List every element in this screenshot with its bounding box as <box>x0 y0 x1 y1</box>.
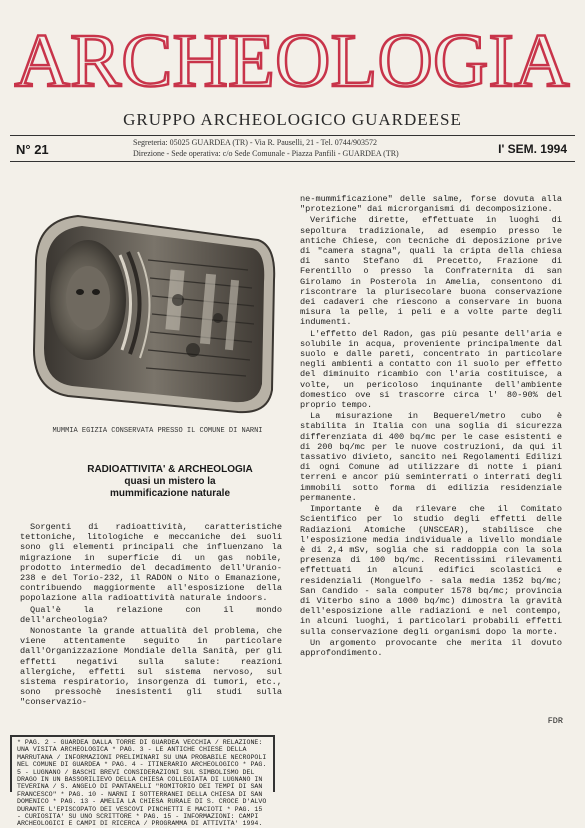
article-column-right <box>300 194 562 658</box>
mummy-illustration <box>28 200 278 422</box>
article-paragraph: Qual'è la relazione con il mondo dell'archeologia? <box>20 604 282 625</box>
article-paragraph: Sorgenti di radioattività, caratteristiche tettoniche, litologiche e meccaniche dei suoli sono gli elementi principali che influenzano la migrazione in superficie di un gas nobile, prodotto intermedio del decadimento dell'Uranio-238 e del Torio-232, il RADON o Nito o Emanazione, contribuendo maggiormente all'esposizione della popolazione alla radioattività naturale indoors. <box>20 522 282 604</box>
masthead-subtitle: GRUPPO ARCHEOLOGICO GUARDEESE <box>123 110 462 129</box>
article-column-left <box>20 522 282 708</box>
contents-index-text: * PAG. 2 - GUARDEA DALLA TORRE DI GUARDEA VECCHIA / RELAZIONE: UNA VISITA ARCHEOLOGICA * PAG. 3 - LE ANTICHE CHIESE DELLA MARRUTANA / INFORMAZIONI PRELIMINARI SU UNA PROBABILE NECROPOLI NEL COMUNE DI GUARDEA * PAG. 4 - ITINERARIO ARCHEOLOGICO * PAG. 5 - LUGNANO / BASCHI BREVI CONSIDERAZIONI SUL SIMBOLISMO DEL DRAGO IN UN BASSORILIEVO DELLA CHIESA COLLEGIATA DI LUGNANO IN TEVERINA / S. ANGELO DI PANTANELLI "ROMITORIO DEI TEMPI DI SAN FRANCESCO" * PAG. 10 - NARNI I SOTTERRANEI DELLA CHIESA DI SAN DOMENICO * PAG. 13 - AMELIA LA CHIESA RURALE DI S. CROCE D'ALVO DURANTE L'EPISCOPATO DEI VESCOVI PINCHETTI E MACIOTI * PAG. 15 - CURIOSITA' SU UNO SCRITTORE * PAG. 15 - INFORMAZIONI: CAMPI ARCHEOLOGICI E CAMPI DI RICERCA / PROGRAMMA DI ATTIVITA' 1994. <box>17 739 267 828</box>
contact-info <box>133 137 399 159</box>
contact-line-2: Direzione - Sede operativa: c/o Sede Comunale - Piazza Panfili - GUARDEA (TR) <box>133 149 399 158</box>
semester-label: I' SEM. 1994 <box>498 142 567 156</box>
masthead-title <box>0 0 585 103</box>
contents-index-box <box>10 735 275 828</box>
issue-number: N° 21 <box>16 142 49 157</box>
masthead-title-text: ARCHEOLOGIA <box>14 19 570 103</box>
article-paragraph: Verifiche dirette, effettuate in luoghi di sepoltura tradizionale, ad esempio presso le antiche Chiese, con tecniche di deposizione prive di "camera stagna", quali la cripta della chiesa di santo Stefano di Precetto, Frazione di Ferentillo o presso la Confraternita di san Girolamo in Posterola in Amelia, consentono di riscontrare la plurisecolare buona conservazione dei cadaveri che riescono a conservare in buona misura la pelle, i peli e a volte parte degli indumenti. <box>300 215 562 328</box>
article-paragraph: ne-mummificazione" delle salme, forse dovuta alla "protezione" dai microrganismi di decomposizione. <box>300 194 562 215</box>
article-signature: FDR <box>547 716 563 726</box>
article-title-line-2: quasi un mistero la <box>124 476 216 487</box>
article-paragraph: La misurazione in Bequerel/metro cubo è stabilita in Italia con una soglia di sicurezza differenziata di 400 bq/mc per le case esistenti e di 200 bq/mc per le nuove costruzioni, da qui il tassativo divieto, sancito nei Regolamenti Edilizi di ogni Comune ad utilizzare di notte i piani terreni e ancor più seminterrati o interrati degli immobili sotto forma di edilizia residenziale permanente. <box>300 411 562 503</box>
contact-line-1: Segreteria: 05025 GUARDEA (TR) - Via R. Pauselli, 21 - Tel. 0744/903572 <box>133 138 377 147</box>
article-title-line-1: RADIOATTIVITA' & ARCHEOLOGIA <box>87 464 253 475</box>
article-paragraph: Un argomento provocante che merita il dovuto approfondimento. <box>300 637 562 658</box>
article-title-line-3: mummificazione naturale <box>109 488 231 499</box>
photo-caption: MUMMIA EGIZIA CONSERVATA PRESSO IL COMUNE DI NARNI <box>52 427 263 435</box>
header-rule-top <box>10 135 575 136</box>
masthead <box>0 0 585 103</box>
article-title <box>70 464 270 500</box>
article-paragraph: Importante è da rilevare che il Comitato Scientifico per lo studio degli effetti delle Radiazioni Atomiche (UNSCEAR), stabilisce che l'esposizione media individuale a livello mondiale è di 2,4 mSv, soglia che si raddoppia con la sola presenza di 100 bq/mc. Recentissimi rilevamenti effettuati in alcuni edifici scolastici e residenziali (Monguelfo - sala media 1352 bq/mc; San Candido - sala computer 1578 bq/mc; provincia di Viterbo sino a 1000 bq/mc) dimostra la gravità dell'esposizione alle radiazioni e nel contempo, in alcuni luoghi, i particolari probabili effetti sulla conservazione degli organismi dopo la morte. <box>300 504 562 637</box>
header-rule-bottom <box>10 161 575 162</box>
article-paragraph: L'effetto del Radon, gas più pesante dell'aria e solubile in acqua, proveniente principalmente dal suolo e dalle pareti, concentrato in particolare negli ambienti a contatto con il suolo per effetto del diminuito ricambio con l'aria costituisce, a volte, un pericoloso inquinante dell'ambiente domestico ove si trascorre circa l' 80-90% del proprio tempo. <box>300 328 562 411</box>
article-paragraph: Nonostante la grande attualità del problema, che viene attentamente seguito in particolare dall'Organizzazione Mondiale della Sanità, per gli effetti negativi sulla salute: reazioni allergiche, effetti sul sistema nervoso, sul sistema respiratorio, insorgenza di tumori, etc., sono pressochè inesistenti gli studi sulla "conservazio- <box>20 626 282 708</box>
mummy-photo <box>28 200 278 422</box>
